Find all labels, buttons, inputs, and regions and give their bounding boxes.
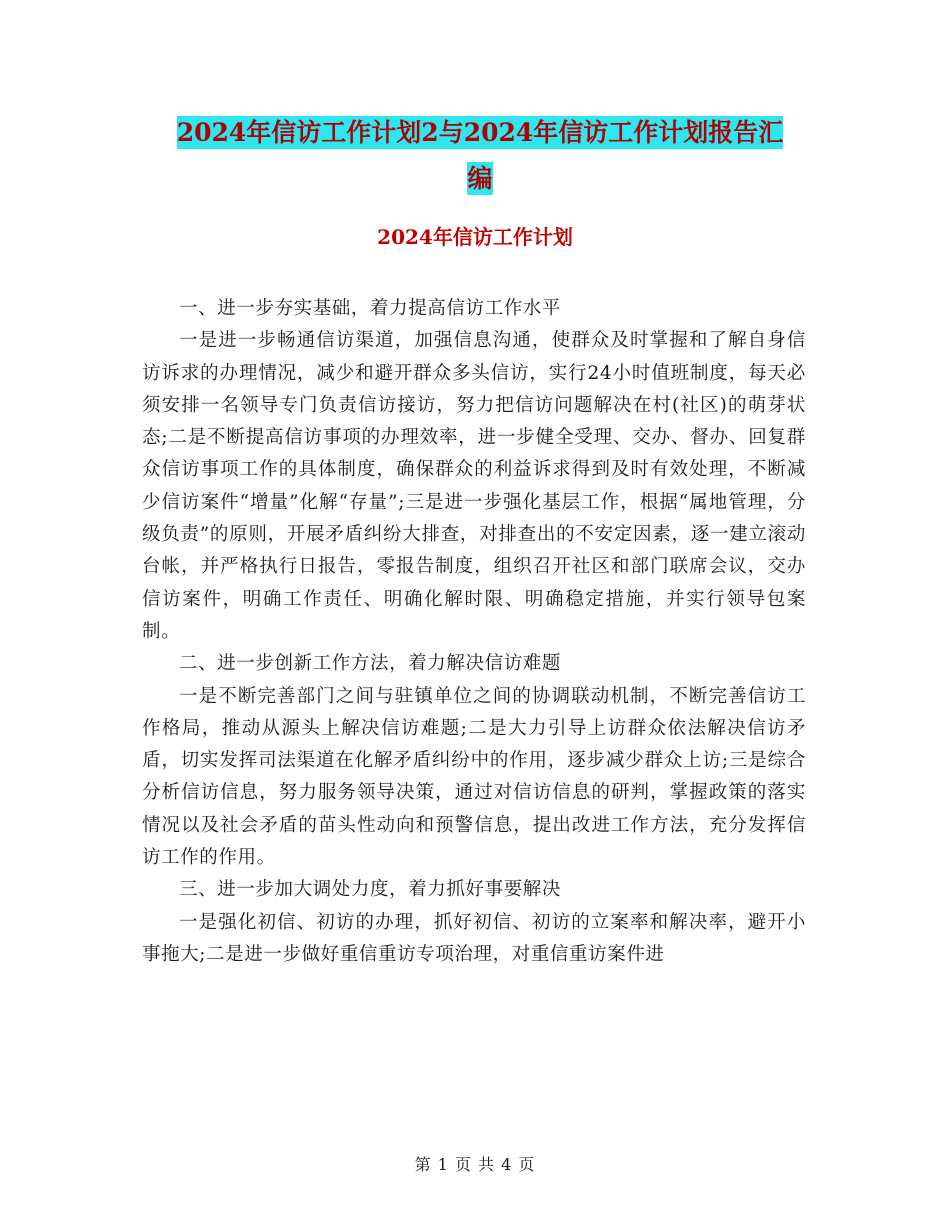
heading-paragraph-1: 一、进一步夯实基础，着力提高信访工作水平	[179, 298, 562, 319]
heading-paragraph-2: 二、进一步创新工作方法，着力解决信访难题	[179, 653, 562, 675]
document-body	[142, 293, 806, 971]
document-title	[140, 110, 820, 202]
body-paragraph-2: 一是不断完善部门之间与驻镇单位之间的协调联动机制，不断完善信访工作格局，推动从源头上解决信访难题;二是大力引导上访群众依法解决信访矛盾，切实发挥司法渠道在化解矛盾纠纷中的作用，逐步减少群众上访;三是综合分析信访信息，努力服务领导决策，通过对信访信息的研判，掌握政策的落实情况以及社会矛盾的苗头性动向和预警信息，提出改进工作方法，充分发挥信访工作的作用。	[142, 685, 806, 869]
document-title-line-2: 编	[467, 164, 493, 193]
body-paragraph-3: 一是强化初信、初访的办理，抓好初信、初访的立案率和解决率，避开小事拖大;二是进一步做好重信重访专项治理，对重信重访案件进	[142, 911, 806, 965]
heading-paragraph-3: 三、进一步加大调处力度，着力抓好事要解决	[179, 879, 562, 901]
section-title: 2024年信访工作计划	[377, 225, 573, 249]
page-number-footer: 第 1 页 共 4 页	[414, 1155, 536, 1174]
document-title-line-1: 2024年信访工作计划2与2024年信访工作计划报告汇	[176, 118, 784, 147]
body-paragraph-1: 一是进一步畅通信访渠道，加强信息沟通，使群众及时掌握和了解自身信访诉求的办理情况，减少和避开群众多头信访，实行24小时值班制度，每天必须安排一名领导专门负责信访接访，努力把信访问题解决在村(社区)的萌芽状态;二是不断提高信访事项的办理效率，进一步健全受理、交办、督办、回复群众信访事项工作的具体制度，确保群众的利益诉求得到及时有效处理，不断减少信访案件“增量”化解“存量”;三是进一步强化基层工作，根据“属地管理，分级负责”的原则，开展矛盾纠纷大排查，对排查出的不安定因素，逐一建立滚动台帐，并严格执行日报告，零报告制度，组织召开社区和部门联席会议，交办信访案件，明确工作责任、明确化解时限、明确稳定措施，并实行领导包案制。	[142, 330, 806, 642]
